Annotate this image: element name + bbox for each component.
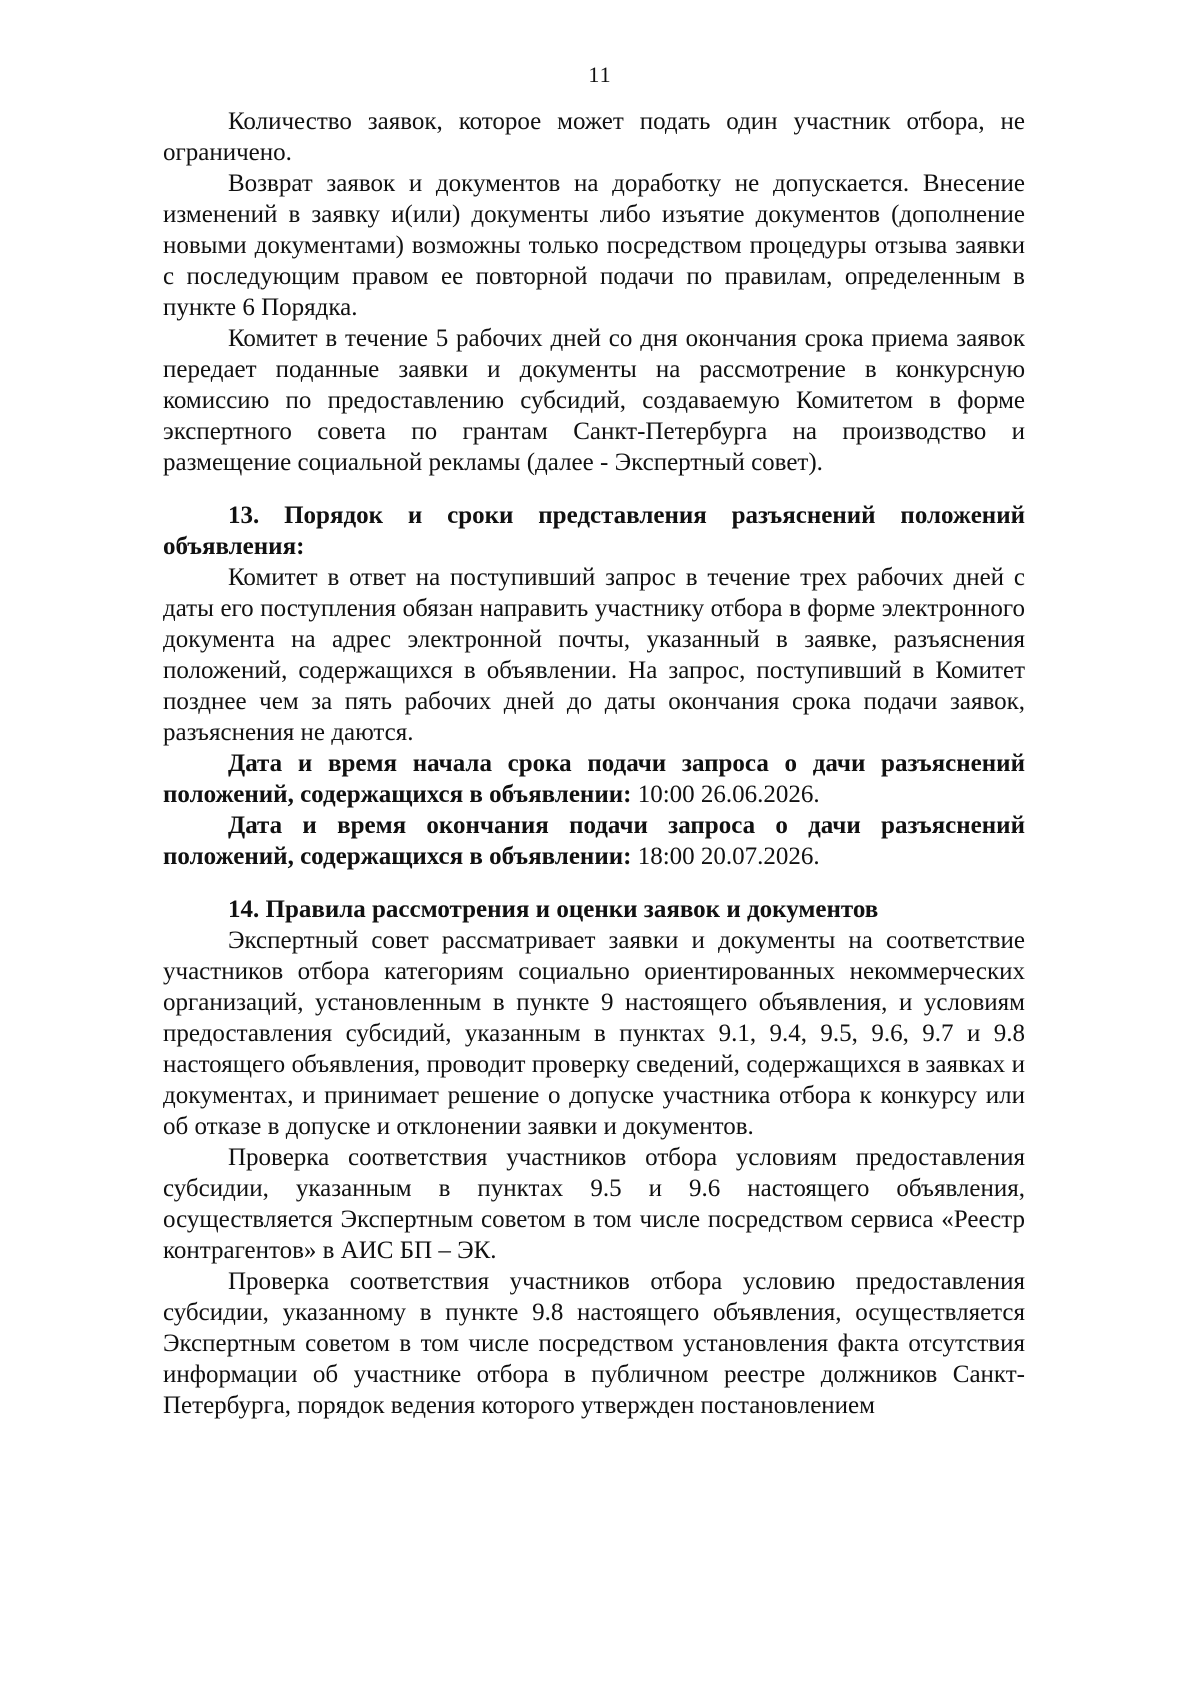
start-date-label: Дата и время начала срока подачи запроса о дачи разъяснений положений, содержащихся в объявлении: <box>163 750 1025 808</box>
section-14-paragraph-3: Проверка соответствия участников отбора условию предоставления субсидии, указанному в пункте 9.8 настоящего объявления, осуществляется Экспертным советом в том числе посредством установления факта отсутствия информации об участнике отбора в публичном реестре должников Санкт-Петербурга, порядок ведения которого утвержден постановлением <box>163 1268 1025 1419</box>
start-date-value: 10:00 26.06.2026. <box>631 781 820 808</box>
end-date-value: 18:00 20.07.2026. <box>631 843 820 870</box>
page-number: 11 <box>588 62 612 87</box>
section-13-start-date <box>163 748 1025 810</box>
end-date-label: Дата и время окончания подачи запроса о дачи разъяснений положений, содержащихся в объявлении: <box>163 812 1025 870</box>
section-13-heading: 13. Порядок и сроки представления разъяснений положений объявления: <box>163 502 1025 560</box>
paragraph-application-count: Количество заявок, которое может подать один участник отбора, не ограничено. <box>163 108 1025 166</box>
section-13-paragraph: Комитет в ответ на поступивший запрос в течение трех рабочих дней с даты его поступления обязан направить участнику отбора в форме электронного документа на адрес электронной почты, указанный в заявке, разъяснения положений, содержащихся в объявлении. На запрос, поступивший в Комитет позднее чем за пять рабочих дней до даты окончания срока подачи заявок, разъяснения не даются. <box>163 564 1025 746</box>
section-13-end-date <box>163 810 1025 872</box>
paragraph-committee-transfer: Комитет в течение 5 рабочих дней со дня окончания срока приема заявок передает поданные заявки и документы на рассмотрение в конкурсную комиссию по предоставлению субсидий, создаваемую Комитетом в форме экспертного совета по грантам Санкт-Петербурга на производство и размещение социальной рекламы (далее - Экспертный совет). <box>163 325 1025 476</box>
section-14-paragraph-1: Экспертный совет рассматривает заявки и документы на соответствие участников отбора категориям социально ориентированных некоммерческих организаций, установленным в пункте 9 настоящего объявления, и условиям предоставления субсидий, указанным в пунктах 9.1, 9.4, 9.5, 9.6, 9.7 и 9.8 настоящего объявления, проводит проверку сведений, содержащихся в заявках и документах, и принимает решение о допуске участника отбора к конкурсу или об отказе в допуске и отклонении заявки и документов. <box>163 927 1025 1140</box>
section-14-paragraph-2: Проверка соответствия участников отбора условиям предоставления субсидии, указанным в пунктах 9.5 и 9.6 настоящего объявления, осуществляется Экспертным советом в том числе посредством сервиса «Реестр контрагентов» в АИС БП – ЭК. <box>163 1144 1025 1264</box>
paragraph-application-return: Возврат заявок и документов на доработку не допускается. Внесение изменений в заявку и(или) документы либо изъятие документов (дополнение новыми документами) возможны только посредством процедуры отзыва заявки с последующим правом ее повторной подачи по правилам, определенным в пункте 6 Порядка. <box>163 170 1025 321</box>
document-body <box>163 106 1025 1421</box>
section-gap <box>163 478 1025 500</box>
section-gap <box>163 872 1025 894</box>
section-14-heading: 14. Правила рассмотрения и оценки заявок и документов <box>228 896 879 923</box>
